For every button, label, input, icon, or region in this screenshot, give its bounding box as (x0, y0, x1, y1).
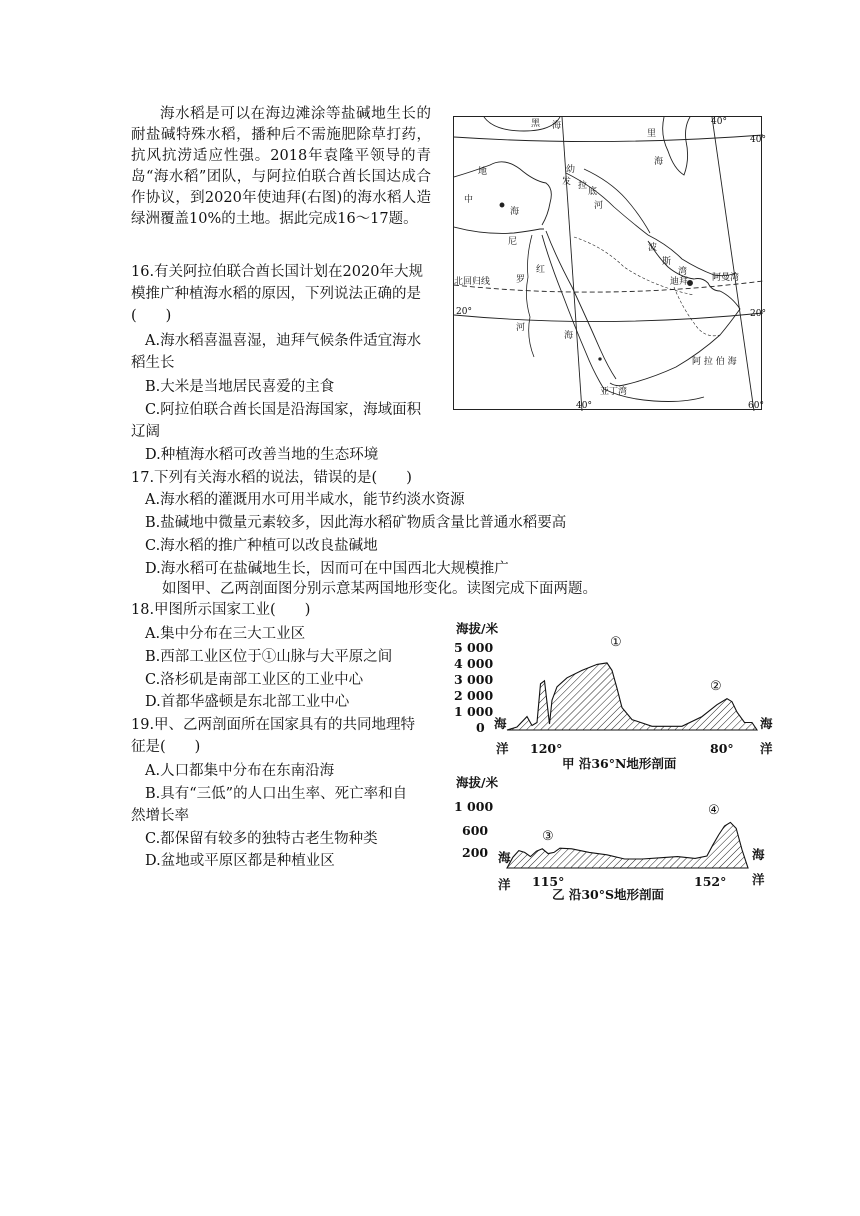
profile-chart-yi (452, 774, 782, 906)
lat-20-line (454, 313, 763, 322)
chart2-peak-4: ④ (708, 803, 720, 818)
chart1-left-ocean: 洋 (496, 741, 509, 756)
q18-stem: 18.甲图所示国家工业( ) (131, 602, 311, 618)
q19-stem-line2: 征是( ) (131, 739, 201, 755)
map-label-si: 斯 (662, 257, 672, 267)
black-sea-coast (484, 117, 560, 131)
map-label-fa: 发 (562, 177, 572, 187)
chart1-ytick: 5 000 (454, 640, 494, 655)
anatolia-coast (454, 162, 551, 225)
chart2-ytick: 600 (462, 823, 489, 838)
q16-stem-line3: ( ) (131, 308, 172, 324)
q17-option-a: A.海水稻的灌溉用水可用半咸水，能节约淡水资源 (145, 492, 465, 508)
chart2-peak-3: ③ (542, 829, 554, 844)
q17-option-b: B.盐碱地中微量元素较多，因此海水稻矿物质含量比普通水稻要高 (145, 515, 567, 531)
map-label-hong: 红 (536, 265, 546, 275)
q18-option-c: C.洛杉矶是南部工业区的工业中心 (145, 672, 364, 688)
q19-option-b-line2: 然增长率 (131, 808, 189, 824)
chart1-left-sea: 海 (494, 716, 507, 731)
map-lon-60-bottom: 60° (748, 401, 764, 411)
q18-option-d: D.首都华盛顿是东北部工业中心 (145, 694, 350, 710)
map-lon-40-top: 40° (711, 117, 727, 127)
map-label-black-sea: 海 (552, 121, 562, 131)
map-lat-20-left: 20° (456, 307, 472, 317)
chart1-ytick: 2 000 (454, 688, 494, 703)
map-lat-40-right: 40° (750, 135, 766, 145)
red-sea-west-coast (542, 235, 604, 389)
q18-option-b: B.西部工业区位于①山脉与大平原之间 (145, 649, 393, 665)
chart2-right-ocean: 洋 (752, 872, 765, 887)
chart1-title: 甲 沿36°N地形剖面 (562, 756, 677, 771)
q16-option-a-line1: A.海水稻喜温喜湿，迪拜气候条件适宜海水 (145, 333, 422, 349)
map-label-luo: 罗 (516, 275, 526, 285)
map-label-dubai: 迪拜 (670, 277, 689, 287)
map-label-med-sea: 海 (510, 207, 520, 217)
map-label-you: 幼 (566, 165, 576, 175)
q19-stem-line1: 19.甲、乙两剖面所在国家具有的共同地理特 (131, 717, 416, 733)
map-label-tropic: 北回归线 (454, 277, 491, 287)
chart2-ytick: 1 000 (454, 799, 494, 814)
lon-40-line (562, 117, 582, 411)
section2-intro: 如图甲、乙两剖面图分别示意某两国地形变化。读图完成下面两题。 (162, 581, 597, 597)
nile-river (526, 235, 534, 357)
chart2-xtick: 152° (694, 874, 727, 889)
q16-option-d: D.种植海水稻可改善当地的生态环境 (145, 447, 379, 463)
map-label-li: 里 (647, 129, 657, 139)
map-label-ni: 尼 (508, 237, 518, 247)
q19-option-a: A.人口都集中分布在东南沿海 (145, 763, 335, 779)
persian-gulf-north (648, 235, 736, 276)
map-label-arabian-sea: 阿 拉 伯 海 (692, 357, 737, 367)
red-sea-east-coast (546, 231, 616, 379)
map-label-bo: 波 (648, 243, 658, 253)
chart1-right-ocean: 洋 (760, 741, 773, 756)
chart1-right-sea: 海 (760, 716, 773, 731)
chart2-xtick: 115° (532, 874, 565, 889)
intro-paragraph: 海水稻是可以在海边滩涂等盐碱地生长的耐盐碱特殊水稻，播种后不需施肥除草打药，抗风抗涝适应性强。2018年袁隆平领导的青岛“海水稻”团队，与阿拉伯联合酋长国达成合作协议，到2020年使迪拜(右图)的海水稻人造绿洲覆盖10%的土地。据此完成16～17题。 (131, 106, 431, 227)
chart1-peak-2: ② (710, 679, 722, 694)
arabia-coast (610, 291, 740, 386)
q16-option-b: B.大米是当地居民喜爱的主食 (145, 379, 335, 395)
chart1-ytick: 1 000 (454, 704, 494, 719)
chart2-ytick: 200 (462, 845, 489, 860)
chart1-terrain-area (507, 663, 757, 730)
middle-east-map (453, 116, 766, 411)
map-label-black: 黑 (531, 119, 541, 129)
chart2-left-sea: 海 (498, 850, 511, 865)
chart1-ytick: 3 000 (454, 672, 494, 687)
q18-option-a: A.集中分布在三大工业区 (145, 626, 306, 642)
q17-stem: 17.下列有关海水稻的说法，错误的是( ) (131, 470, 412, 486)
map-label-he: 河 (594, 201, 604, 211)
q16-option-a-line2: 稻生长 (131, 355, 175, 371)
chart1-ytick: 0 (476, 720, 485, 735)
chart2-plot (452, 774, 782, 906)
chart1-plot (452, 620, 782, 778)
q17-option-c: C.海水稻的推广种植可以改良盐碱地 (145, 538, 378, 554)
chart2-ylabel: 海拔/米 (456, 775, 499, 790)
chart1-xtick: 80° (710, 741, 734, 756)
map-label-la: 拉 (578, 181, 588, 191)
island (599, 358, 601, 360)
chart2-title: 乙 沿30°S地形剖面 (552, 887, 665, 902)
q17-option-d: D.海水稻可在盐碱地生长，因而可在中国西北大规模推广 (145, 561, 509, 577)
chart1-xtick: 120° (530, 741, 563, 756)
q16-option-c-line1: C.阿拉伯联合酋长国是沿海国家，海域面积 (145, 402, 422, 418)
map-label-red-sea: 海 (564, 331, 574, 341)
border-2 (674, 287, 720, 336)
map-label-oman-gulf: 阿曼湾 (712, 273, 740, 283)
profile-chart-jia (452, 620, 782, 778)
q16-stem-line2: 模推广种植海水稻的原因，下列说法正确的是 (131, 286, 421, 302)
lat-40-line (454, 135, 763, 142)
q19-option-d: D.盆地或平原区都是种植业区 (145, 853, 335, 869)
map-label-di2: 底 (588, 187, 598, 197)
map-label-aden: 亚丁湾 (600, 387, 628, 397)
q16-option-c-line2: 辽阔 (131, 424, 160, 440)
map-label-di: 地 (478, 167, 488, 177)
map-label-he2: 河 (516, 323, 526, 333)
q19-option-c: C.都保留有较多的独特古老生物种类 (145, 831, 378, 847)
map-label-zhong: 中 (464, 195, 474, 205)
chart2-right-sea: 海 (752, 847, 765, 862)
q16-stem-line1: 16.有关阿拉伯联合酋长国计划在2020年大规 (131, 264, 423, 280)
cyprus (500, 203, 504, 207)
chart2-terrain-area (507, 822, 748, 868)
north-africa-coast (454, 227, 544, 233)
map-lat-20-right: 20° (750, 309, 766, 319)
chart1-ytick: 4 000 (454, 656, 494, 671)
dubai-marker (688, 281, 693, 286)
q19-option-b-line1: B.具有“三低”的人口出生率、死亡率和自 (145, 786, 408, 802)
chart2-left-ocean: 洋 (498, 877, 511, 892)
chart1-peak-1: ① (610, 635, 622, 650)
chart1-ylabel: 海拔/米 (456, 621, 499, 636)
map-label-wan: 湾 (678, 267, 688, 277)
map-label-caspian-sea: 海 (654, 157, 664, 167)
map-lon-40-bottom: 40° (576, 401, 592, 411)
caspian-coast (663, 117, 690, 175)
